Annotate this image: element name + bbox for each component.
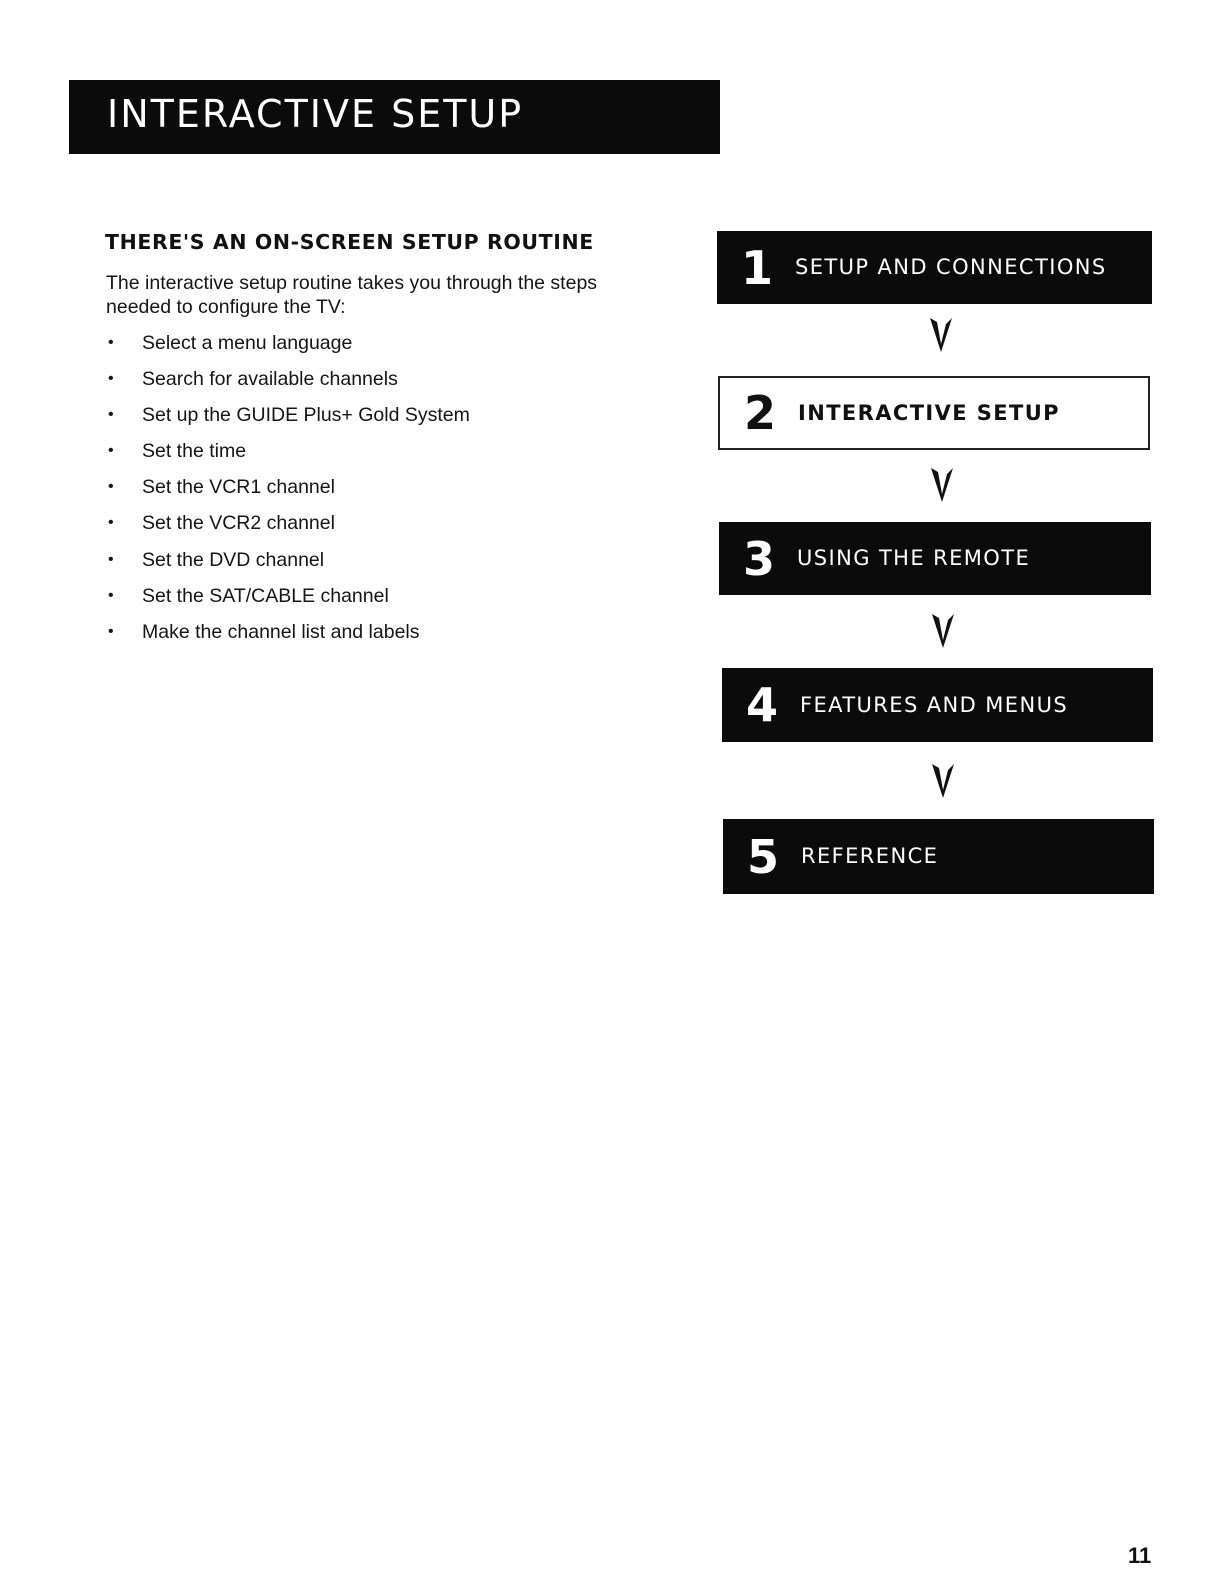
down-arrow-icon <box>930 760 956 800</box>
down-arrow-icon <box>928 314 954 354</box>
list-item-text: Search for available channels <box>142 368 398 391</box>
flow-step-setup-and-connections <box>717 231 1152 304</box>
page-number: 11 <box>1128 1543 1152 1568</box>
flow-step-label: SETUP AND CONNECTIONS <box>795 255 1107 279</box>
list-item-text: Set the VCR2 channel <box>142 512 335 535</box>
bullet-icon: • <box>108 478 114 496</box>
bullet-icon: • <box>108 370 114 388</box>
flow-step-features-and-menus <box>722 668 1153 742</box>
intro-paragraph: The interactive setup routine takes you through the steps needed to configure the TV: <box>106 272 598 318</box>
list-item <box>106 331 470 367</box>
list-item-text: Set the VCR1 channel <box>142 476 335 499</box>
list-item <box>106 548 470 584</box>
page-title-bar <box>69 80 720 154</box>
bullet-icon: • <box>108 550 114 568</box>
flow-step-label: FEATURES AND MENUS <box>800 692 1069 717</box>
flow-step-number: 5 <box>746 829 779 884</box>
list-item-text: Set the SAT/CABLE channel <box>142 584 389 607</box>
flow-step-number: 4 <box>745 678 778 732</box>
flow-step-using-the-remote <box>719 522 1151 595</box>
list-item-text: Make the channel list and labels <box>142 620 420 643</box>
bullet-icon: • <box>108 622 114 640</box>
flow-step-reference <box>723 819 1154 894</box>
list-item <box>106 475 470 511</box>
list-item <box>106 439 470 475</box>
list-item-text: Set up the GUIDE Plus+ Gold System <box>142 404 470 427</box>
flow-step-number: 1 <box>740 240 773 295</box>
list-item <box>106 620 470 656</box>
flow-step-number: 2 <box>743 386 776 440</box>
flow-step-interactive-setup <box>718 376 1150 450</box>
list-item <box>106 403 470 439</box>
list-item-text: Select a menu language <box>142 332 353 354</box>
list-item-text: Set the time <box>142 440 247 463</box>
flow-step-number: 3 <box>742 531 775 586</box>
list-item <box>106 367 470 403</box>
flow-step-label: USING THE REMOTE <box>797 546 1031 570</box>
down-arrow-icon <box>929 464 955 504</box>
flow-step-label: REFERENCE <box>801 844 939 868</box>
list-item <box>106 584 470 620</box>
flow-step-label: INTERACTIVE SETUP <box>798 400 1060 425</box>
list-item-text: Set the DVD channel <box>142 548 325 571</box>
bullet-icon: • <box>108 586 114 604</box>
list-item <box>106 511 470 547</box>
bullet-icon: • <box>108 334 114 351</box>
page-title: INTERACTIVE SETUP <box>107 92 524 136</box>
section-heading: THERE'S AN ON-SCREEN SETUP ROUTINE <box>105 230 594 254</box>
setup-steps-list <box>106 331 470 656</box>
down-arrow-icon <box>930 610 956 650</box>
bullet-icon: • <box>108 406 114 424</box>
bullet-icon: • <box>108 514 114 532</box>
bullet-icon: • <box>108 442 114 460</box>
